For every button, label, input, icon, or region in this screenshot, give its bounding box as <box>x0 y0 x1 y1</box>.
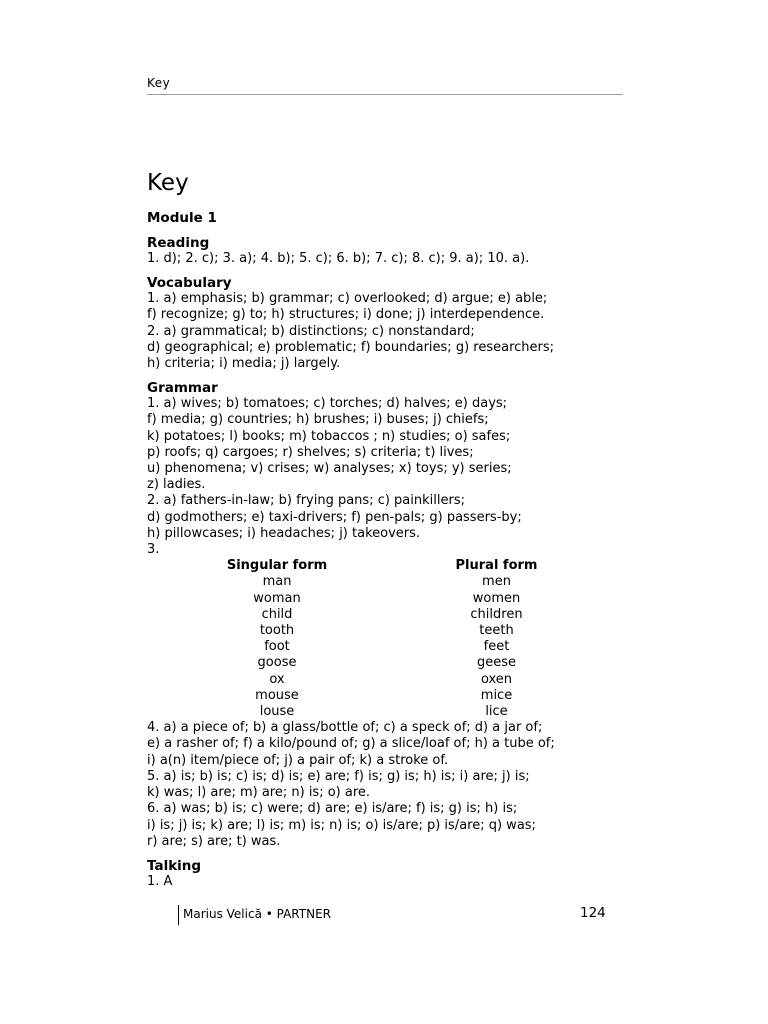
grammar-line: 2. a) fathers-in-law; b) frying pans; c) painkillers; <box>147 493 465 509</box>
grammar-line: 5. a) is; b) is; c) is; d) is; e) are; f) is; g) is; h) is; i) are; j) is; <box>147 768 530 784</box>
plural-cell: mice <box>480 687 513 703</box>
singular-cell: mouse <box>255 687 299 703</box>
grammar-section <box>147 380 627 850</box>
reading-line: 1. d); 2. c); 3. a); 4. b); 5. c); 6. b); 7. c); 8. c); 9. a); 10. a). <box>147 251 530 266</box>
singular-column-header: Singular form <box>226 558 328 574</box>
singular-column <box>147 558 407 720</box>
vocabulary-section <box>147 275 627 372</box>
plural-cell: teeth <box>479 623 514 639</box>
singular-cell: louse <box>259 704 295 720</box>
grammar-line: d) godmothers; e) taxi-drivers; f) pen-pals; g) passers-by; <box>147 509 522 525</box>
module-heading: Module 1 <box>147 210 217 226</box>
grammar-line: 6. a) was; b) is; c) were; d) are; e) is/are; f) is; g) is; h) is; <box>147 801 518 817</box>
page-number: 124 <box>580 905 606 921</box>
singular-cell: child <box>261 606 293 622</box>
page-title: Key <box>147 170 189 196</box>
grammar-line: p) roofs; q) cargoes; r) shelves; s) criteria; t) lives; <box>147 444 474 460</box>
grammar-line: k) potatoes; l) books; m) tobaccos ; n) studies; o) safes; <box>147 428 511 444</box>
grammar-heading: Grammar <box>147 380 218 397</box>
vocabulary-line: 1. a) emphasis; b) grammar; c) overlooked; d) argue; e) able; <box>147 291 548 307</box>
grammar-line: f) media; g) countries; h) brushes; i) buses; j) chiefs; <box>147 412 489 428</box>
grammar-line: 1. a) wives; b) tomatoes; c) torches; d) halves; e) days; <box>147 396 508 412</box>
footer-divider <box>178 905 179 925</box>
plural-cell: lice <box>485 704 508 720</box>
plural-cell: women <box>472 590 521 606</box>
plural-cell: men <box>482 574 511 590</box>
singular-cell: woman <box>253 590 301 606</box>
talking-heading: Talking <box>147 857 202 874</box>
singular-cell: ox <box>269 671 285 687</box>
grammar-line: u) phenomena; v) crises; w) analyses; x) toys; y) series; <box>147 461 512 477</box>
singular-cell: man <box>262 574 292 590</box>
plural-column-header: Plural form <box>455 558 538 574</box>
running-head: Key <box>147 76 171 90</box>
grammar-line: i) is; j) is; k) are; l) is; m) is; n) is; o) is/are; p) is/are; q) was; <box>147 817 536 833</box>
vocabulary-line: 2. a) grammatical; b) distinctions; c) nonstandard; <box>147 323 475 339</box>
talking-line: 1. A <box>147 873 173 889</box>
singular-cell: goose <box>257 655 297 671</box>
grammar-line: k) was; l) are; m) are; n) is; o) are. <box>147 785 371 801</box>
reading-section <box>147 235 627 267</box>
grammar-line: z) ladies. <box>147 477 206 493</box>
page-content <box>147 168 627 898</box>
plural-cell: oxen <box>480 671 513 687</box>
grammar-line: 4. a) a piece of; b) a glass/bottle of; c) a speck of; d) a jar of; <box>147 720 543 736</box>
grammar-line: r) are; s) are; t) was. <box>147 833 281 849</box>
plural-forms-table <box>147 558 627 720</box>
footer-author: Marius Velică • PARTNER <box>183 907 332 921</box>
plural-cell: children <box>470 606 523 622</box>
grammar-line: e) a rasher of; f) a kilo/pound of; g) a slice/loaf of; h) a tube of; <box>147 736 555 752</box>
grammar-line: i) a(n) item/piece of; j) a pair of; k) a stroke of. <box>147 752 449 768</box>
vocabulary-line: f) recognize; g) to; h) structures; i) done; j) interdependence. <box>147 307 545 323</box>
singular-cell: foot <box>264 639 290 655</box>
talking-section <box>147 858 627 890</box>
plural-cell: feet <box>483 639 510 655</box>
vocabulary-line: d) geographical; e) problematic; f) boundaries; g) researchers; <box>147 339 555 355</box>
singular-cell: tooth <box>259 623 295 639</box>
vocabulary-line: h) criteria; i) media; j) largely. <box>147 356 341 372</box>
vocabulary-heading: Vocabulary <box>147 275 232 292</box>
plural-cell: geese <box>476 655 517 671</box>
plural-column <box>414 558 579 720</box>
reading-heading: Reading <box>147 235 210 251</box>
grammar-line: h) pillowcases; i) headaches; j) takeovers. <box>147 525 421 541</box>
header-rule <box>147 94 623 95</box>
grammar-line: 3. <box>147 542 160 558</box>
